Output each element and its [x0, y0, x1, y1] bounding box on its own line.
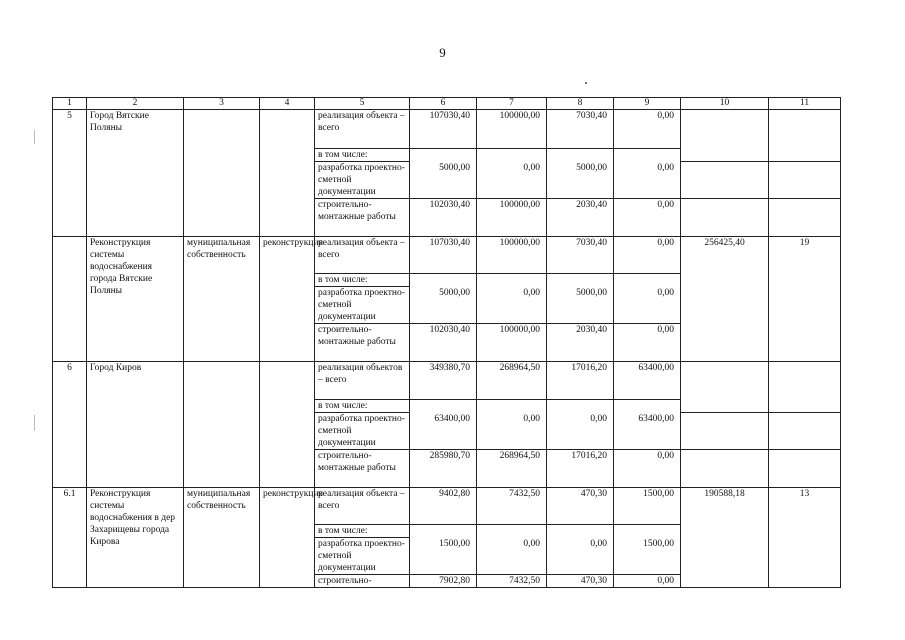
value-cell: 0,00: [477, 287, 547, 324]
row-label: разработка проектно-сметной документации: [315, 162, 410, 199]
cost-cell: 256425,40: [681, 237, 769, 362]
value-cell: 0,00: [614, 450, 681, 488]
work-type: [260, 362, 315, 488]
value-cell: 107030,40: [410, 110, 477, 149]
value-cell: 100000,00: [477, 199, 547, 237]
value-cell: 7902,80: [410, 575, 477, 588]
value-cell: 5000,00: [410, 162, 477, 199]
header-row: [53, 98, 841, 110]
row-label: разработка проектно-сметной документации: [315, 287, 410, 324]
cost-cell: [681, 362, 769, 413]
value-cell: 285980,70: [410, 450, 477, 488]
ownership: муниципальная собственность: [184, 237, 260, 362]
header-cell: 1: [53, 98, 87, 110]
ownership: муниципальная собственность: [184, 488, 260, 588]
value-cell: 5000,00: [547, 162, 614, 199]
value-cell: 100000,00: [477, 237, 547, 274]
header-cell: 3: [184, 98, 260, 110]
value-cell: 63400,00: [614, 413, 681, 450]
header-cell: 7: [477, 98, 547, 110]
value-cell: 0,00: [614, 237, 681, 274]
value-cell: 102030,40: [410, 199, 477, 237]
value-cell: 7432,50: [477, 575, 547, 588]
ownership: [184, 110, 260, 237]
object-name: Реконструкция системы водоснабжения города Вятские Поляны: [87, 237, 184, 362]
table-row: [53, 237, 841, 274]
row-label: строительно-монтажные работы: [315, 324, 410, 362]
row-label: реализация объекта – всего: [315, 110, 410, 149]
value-cell: 107030,40: [410, 237, 477, 274]
value-cell: 2030,40: [547, 324, 614, 362]
row-label: реализация объектов – всего: [315, 362, 410, 400]
value-cell: 7030,40: [547, 110, 614, 149]
row-label: в том числе:: [315, 400, 410, 413]
table-row: [53, 362, 841, 400]
value-cell: 0,00: [614, 162, 681, 199]
object-name: Город Киров: [87, 362, 184, 488]
value-cell: 63400,00: [410, 413, 477, 450]
header-cell: 6: [410, 98, 477, 110]
value-cell: 0,00: [614, 287, 681, 324]
row-label: реализация объекта – всего: [315, 488, 410, 525]
value-cell: 470,30: [547, 488, 614, 525]
row-label: в том числе:: [315, 525, 410, 538]
value-cell: 1500,00: [410, 538, 477, 575]
row-label: в том числе:: [315, 274, 410, 287]
value-cell: 17016,20: [547, 450, 614, 488]
cost-cell: 190588,18: [681, 488, 769, 588]
row-number: 5: [53, 110, 87, 237]
work-type: реконструкция: [260, 237, 315, 362]
row-number: [53, 237, 87, 362]
header-cell: 2: [87, 98, 184, 110]
value-cell: 0,00: [547, 538, 614, 575]
header-cell: 10: [681, 98, 769, 110]
count-cell: 19: [769, 237, 841, 362]
row-label: разработка проектно-сметной документации: [315, 538, 410, 575]
work-type: реконструкция: [260, 488, 315, 588]
value-cell: 349380,70: [410, 362, 477, 400]
table-row: [53, 110, 841, 149]
value-cell: 0,00: [614, 324, 681, 362]
value-cell: 100000,00: [477, 110, 547, 149]
value-cell: 102030,40: [410, 324, 477, 362]
count-cell: [769, 110, 841, 162]
header-cell: 5: [315, 98, 410, 110]
value-cell: 0,00: [614, 110, 681, 149]
ownership: [184, 362, 260, 488]
value-cell: 5000,00: [547, 287, 614, 324]
header-cell: 11: [769, 98, 841, 110]
count-cell: 13: [769, 488, 841, 588]
row-label: строительно-монтажные работы: [315, 450, 410, 488]
value-cell: 2030,40: [547, 199, 614, 237]
row-number: 6: [53, 362, 87, 488]
value-cell: 268964,50: [477, 362, 547, 400]
row-label: строительно-монтажные работы: [315, 199, 410, 237]
page-number: 9: [439, 45, 446, 60]
row-label: строительно-: [315, 575, 410, 588]
header-cell: 4: [260, 98, 315, 110]
row-number: 6.1: [53, 488, 87, 588]
object-name: Реконструкция системы водоснабжения в дер Захарищевы города Кирова: [87, 488, 184, 588]
value-cell: 0,00: [477, 162, 547, 199]
value-cell: 0,00: [477, 413, 547, 450]
row-label: реализация объекта – всего: [315, 237, 410, 274]
value-cell: 5000,00: [410, 287, 477, 324]
value-cell: 9402,80: [410, 488, 477, 525]
value-cell: 1500,00: [614, 488, 681, 525]
header-cell: 8: [547, 98, 614, 110]
value-cell: 268964,50: [477, 450, 547, 488]
work-type: [260, 110, 315, 237]
value-cell: 100000,00: [477, 324, 547, 362]
scan-speck: [585, 82, 587, 84]
header-cell: 9: [614, 98, 681, 110]
row-label: разработка проектно-сметной документации: [315, 413, 410, 450]
value-cell: 470,30: [547, 575, 614, 588]
cost-cell: [681, 110, 769, 162]
value-cell: 0,00: [547, 413, 614, 450]
table-row: [53, 488, 841, 525]
object-name: Город Вятские Поляны: [87, 110, 184, 237]
value-cell: 63400,00: [614, 362, 681, 400]
funding-table: [52, 97, 841, 588]
value-cell: 0,00: [614, 575, 681, 588]
margin-mark: [34, 415, 35, 431]
count-cell: [769, 362, 841, 413]
row-label: в том числе:: [315, 149, 410, 162]
value-cell: 7432,50: [477, 488, 547, 525]
value-cell: 1500,00: [614, 538, 681, 575]
value-cell: 0,00: [614, 199, 681, 237]
value-cell: 7030,40: [547, 237, 614, 274]
margin-mark: [34, 130, 35, 144]
value-cell: 0,00: [477, 538, 547, 575]
value-cell: 17016,20: [547, 362, 614, 400]
